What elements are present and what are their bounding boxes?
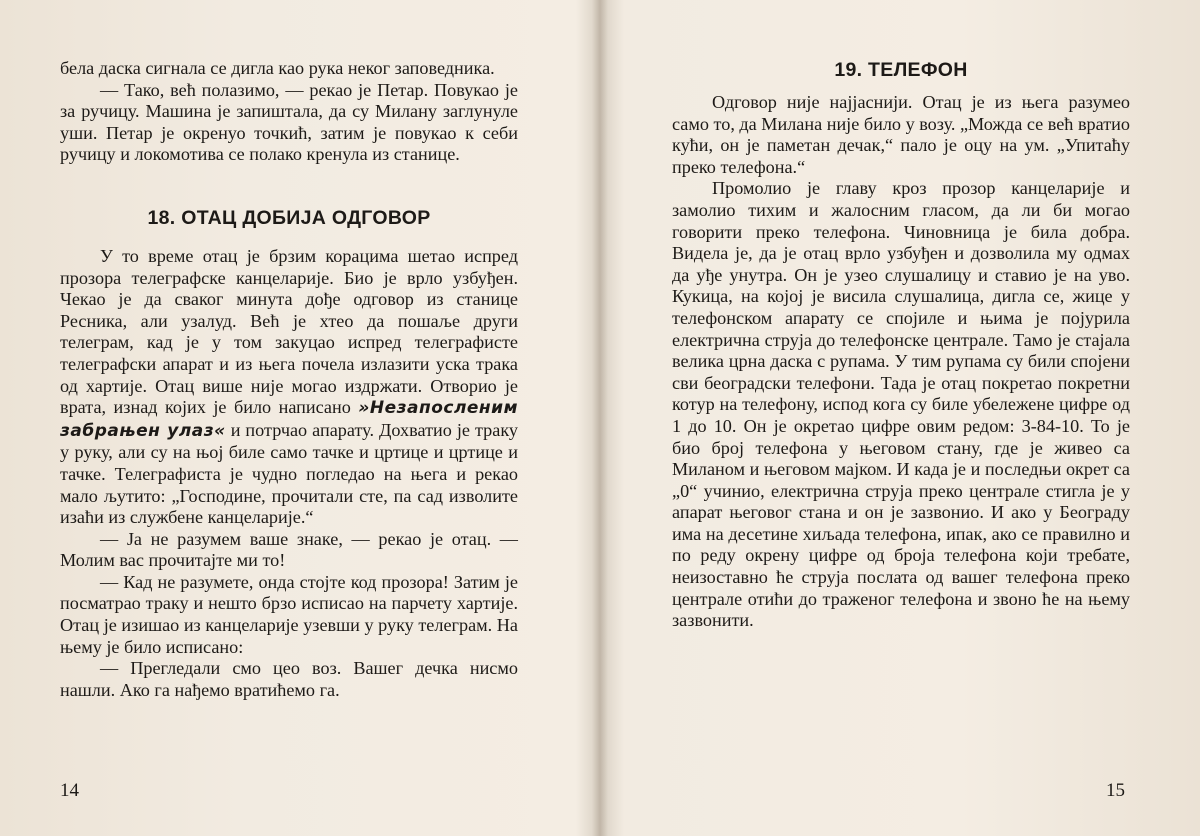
chapter-19-heading: 19. ТЕЛЕФОН <box>834 59 968 81</box>
no-entry-sign-text: »Незапосленим забрањен улаз« <box>60 398 518 441</box>
right-paragraph-1: Одговор није најјаснији. Отац је из њега разумео само то, да Милана није било у возу. „Можда се већ вратио кући, он је паметан дечак,“ пало је оцу на ум. „Упитаћу преко телефона.“ <box>672 92 1130 177</box>
left-page <box>60 58 518 701</box>
right-page-number: 15 <box>1106 780 1125 801</box>
left-paragraph-4: — Ја не разумем ваше знаке, — рекао је отац. — Молим вас прочитајте ми то! <box>60 528 518 571</box>
left-paragraph-5: — Кад не разумете, онда стојте код прозора! Затим је посматрао траку и нешто брзо исписао на парчету хартије. Отац је изишао из канцеларије узевши у руку телеграм. На њему је било исписано: <box>60 571 518 657</box>
right-page <box>672 58 1130 632</box>
left-paragraph-3-start: У то време отац је брзим корацима шетао испред прозора телеграфске канцеларије. Био је врло узбуђен. Чекао је да сваког минута дође одговор из станице Ресника, али узалуд. Већ је хтео да пошаље други телеграм, кад је у том закуцао испред телеграфисте телеграфски апарат и из њега почела излазити уска трака од хартије. Отац више није могао издржати. Отворио је врата, изнад којих је било написано <box>60 245 518 418</box>
left-paragraph-3-end: и потрчао апарату. Дохватио је траку у руку, али су на њој биле само тачке и цртице и цртице и тачке. Телеграфиста је чудно погледао на њега и рекао мало љутито: „Господине, прочитали сте, па сад изволите изаћи из службене канцеларије.“ <box>60 419 518 528</box>
left-paragraph-6: — Прегледали смо цео воз. Вашег дечка нисмо нашли. Ако га нађемо вратићемо га. <box>60 658 518 700</box>
chapter-18-heading: 18. ОТАЦ ДОБИЈА ОДГОВОР <box>147 206 431 229</box>
left-paragraph-2: — Тако, већ полазимо, — рекао је Петар. Повукао је за ручицу. Машина је запиштала, да су Милану заглунуле уши. Петар је окренуо точкић, затим је повукао к себи ручицу и локомотива се полако кренула из станице. <box>60 79 518 165</box>
book-gutter <box>592 0 608 836</box>
left-page-number: 14 <box>60 780 79 801</box>
right-paragraph-2: Промолио је главу кроз прозор канцеларије и замолио тихим и жалосним гласом, да ли би могао говорити преко телефона. Чиновница је била добра. Видела је, да је отац врло узбуђен и дозволила му одмах да уђе унутра. Он је узео слушалицу и ставио је на уво. Кукица, на којој је висила слушалица, дигла се, жице у телефонском апарату се спојиле и њима је појурила електрична струја до телефонске централе. Тамо је стајала велика црна даска с рупама. У тим рупама су били спојени сви београдски телефони. Тада је отац покретао покретни котур на телефону, испод кога су биле убележене цифре од 1 до 10. Он је окретао цифре овим редом: 3-84-10. То је био број телефона у његовом стану, где је живео са Миланом и његовом мајком. И када је и последњи окрет са „0“ учинио, електрична струја преко централе стигла је у апарат његовог стана и он је зазвонио. И ако у Београду има на десетине хиљада телефона, ипак, ако се правилно и по реду окрену цифре од броја телефона који требате, неизоставно ће струја послата од вашег телефона преко централе отићи до траженог телефона и звоно ће на њему зазвонити. <box>672 178 1130 631</box>
left-paragraph-3 <box>60 246 518 529</box>
left-paragraph-1: бела даска сигнала се дигла као рука неког заповедника. <box>60 58 495 78</box>
